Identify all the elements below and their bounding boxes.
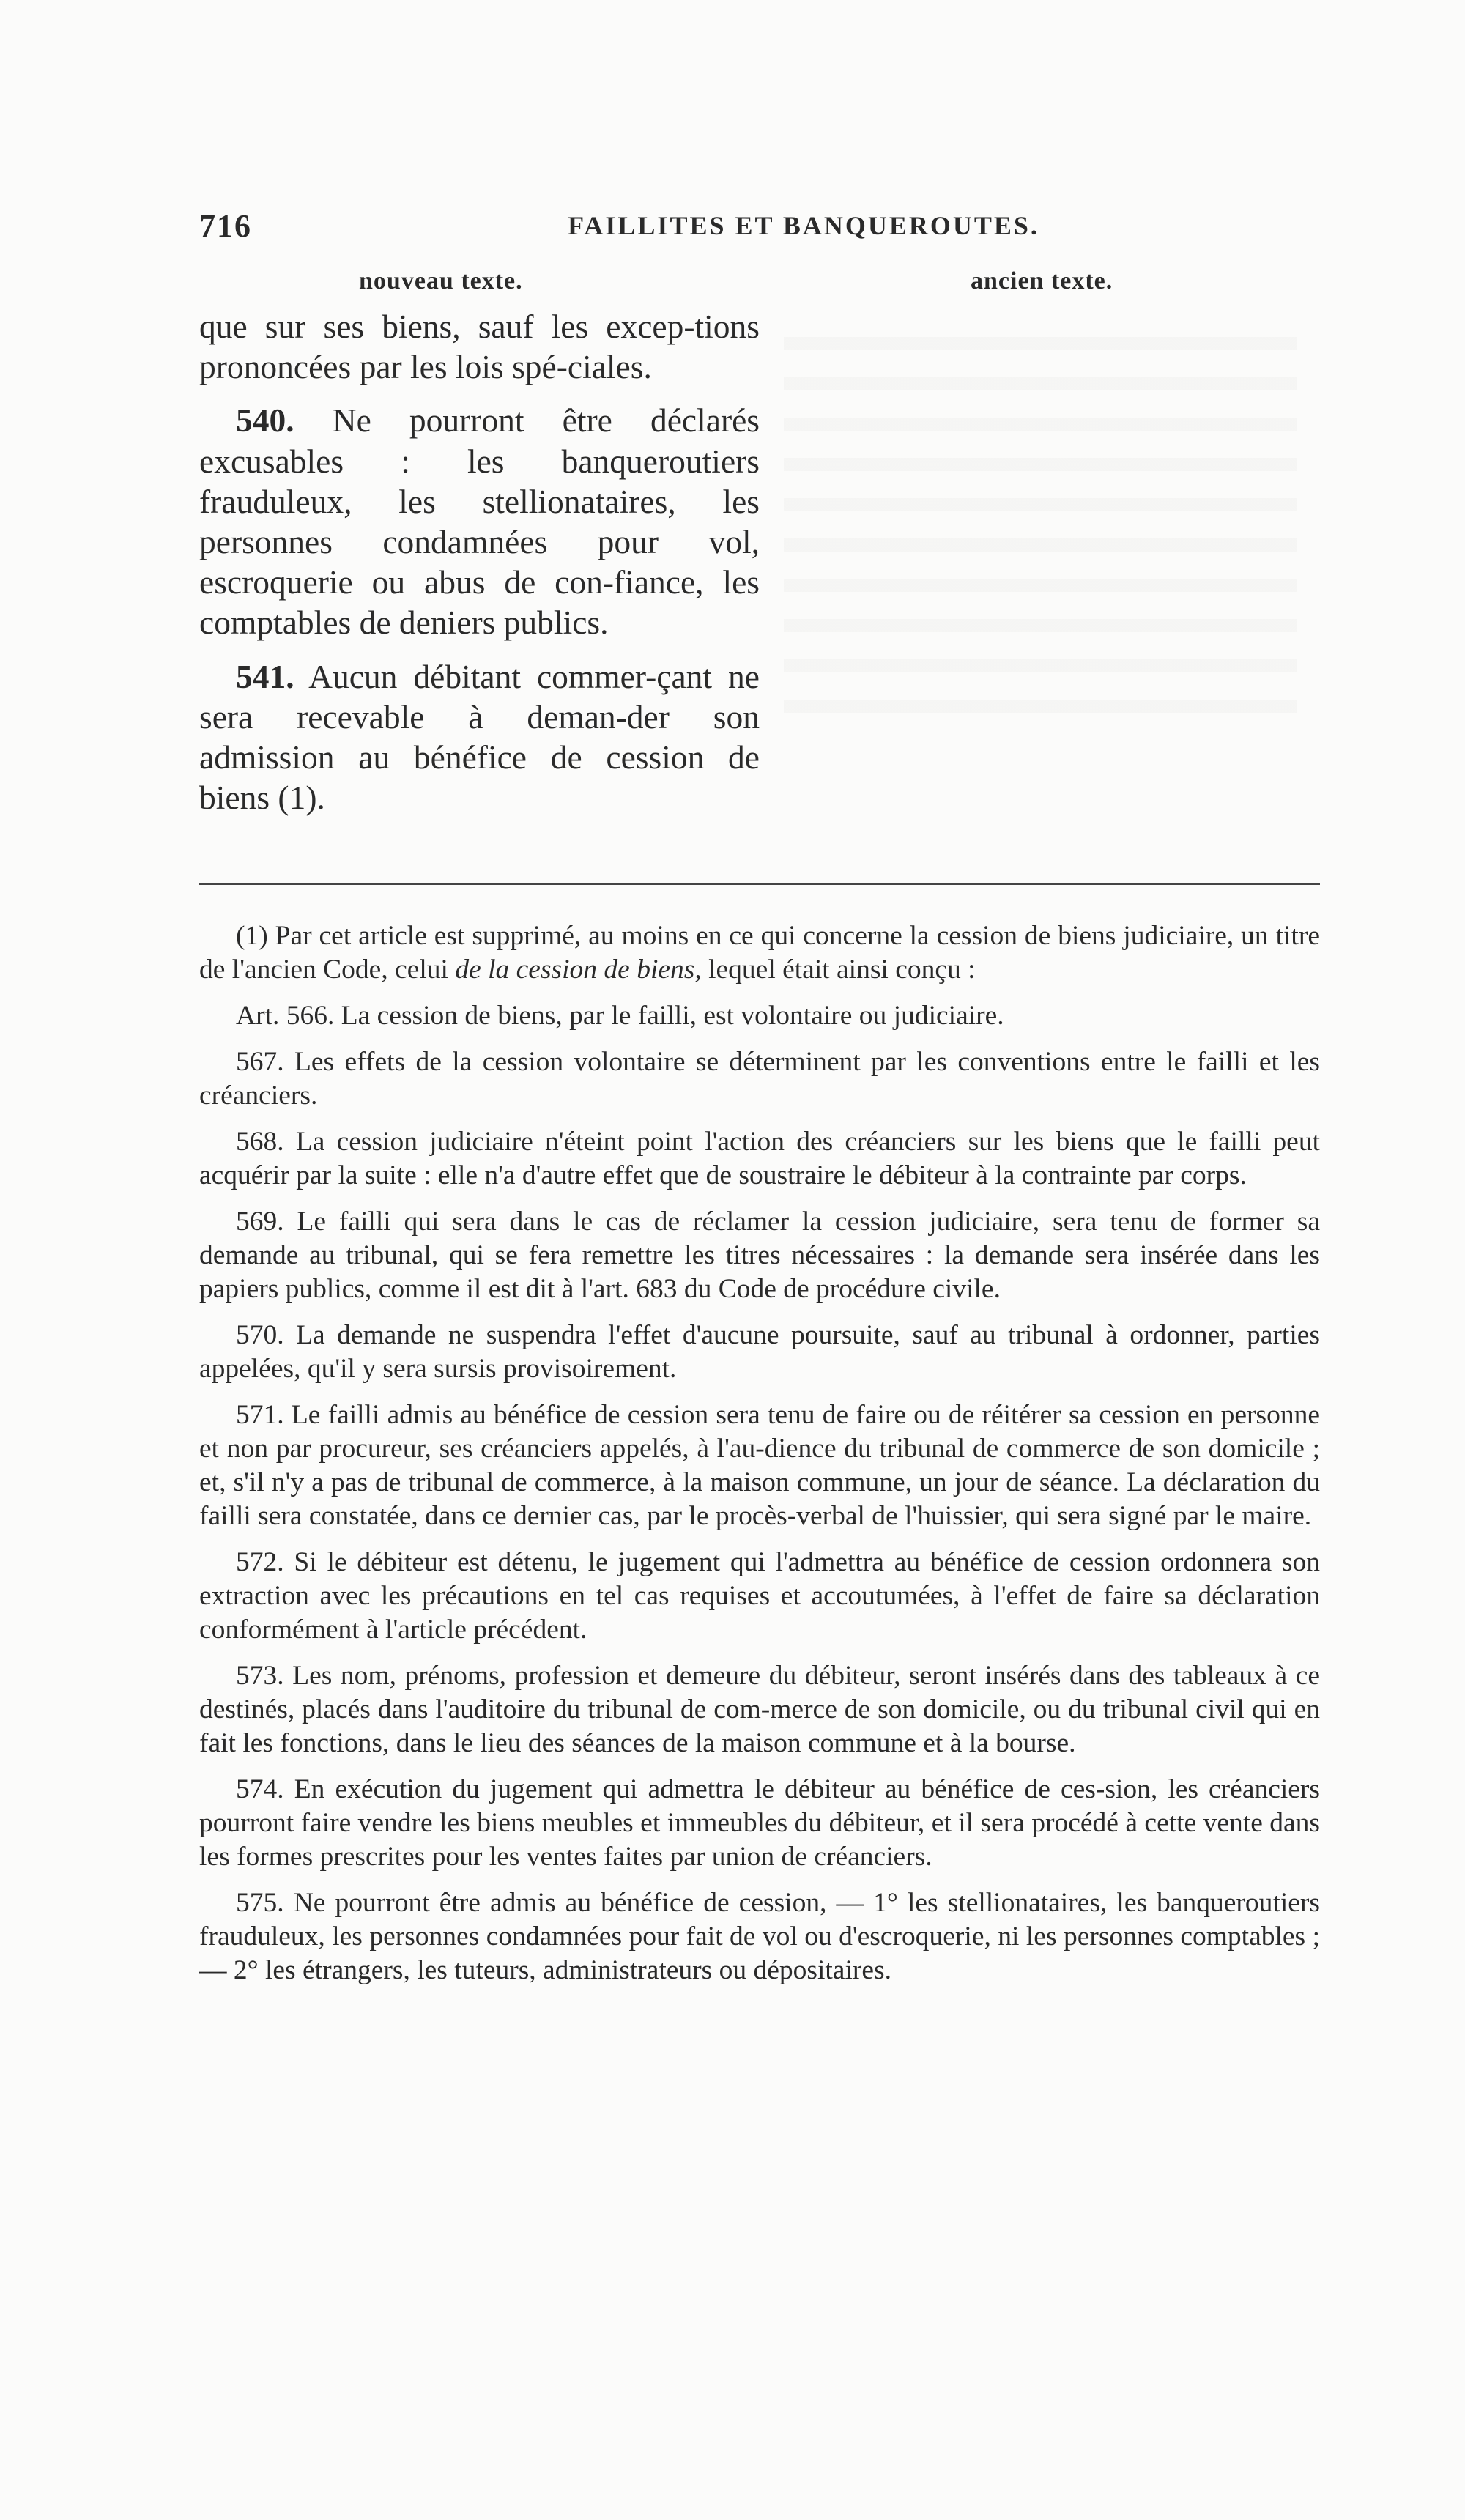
footnote-article: 570. La demande ne suspendra l'effet d'aucune poursuite, sauf au tribunal à ordonner, parties appelées, qu'il y sera sursis provisoirement. — [199, 1320, 1320, 1384]
running-title: FAILLITES ET BANQUEROUTES. — [568, 211, 1039, 240]
footnote-article: 569. Le failli qui sera dans le cas de réclamer la cession judiciaire, sera tenu de former sa demande au tribunal, qui se fera remettre les titres nécessaires : la demande sera insérée dans les papiers publics, comme il est dit à l'art. 683 du Code de procédure civile. — [199, 1207, 1320, 1304]
old-text-column-bleedthrough — [784, 315, 1297, 725]
article-541-number: 541. — [236, 657, 294, 695]
page-number: 716 — [199, 208, 252, 244]
article-540-number: 540. — [236, 401, 294, 440]
footnote-article: 575. Ne pourront être admis au bénéfice de cession, — 1° les stellionataires, les banqueroutiers frauduleux, les personnes condamnées pour fait de vol ou d'escroquerie, ni les personnes comptables ; — 2° les étrangers, les tuteurs, administrateurs ou dépositaires. — [199, 1888, 1320, 1985]
footnote-article: 567. Les effets de la cession volontaire se déterminent par les conventions entre le failli et les créanciers. — [199, 1047, 1320, 1111]
article-540 — [199, 400, 760, 642]
footnotes — [199, 919, 1320, 2000]
footnote-article: 571. Le failli admis au bénéfice de cession sera tenu de faire ou de réitérer sa cession en personne et non par procureur, ses créanciers appelés, à l'au-dience du tribunal de commerce de son domicile ; et, s'il n'y a pas de tribunal de commerce, à la maison commune, un jour de séance. La déclaration du failli sera constatée, dans ce dernier cas, par le procès-verbal de l'huissier, qui sera signé par le maire. — [199, 1400, 1320, 1531]
continuation-paragraph: que sur ses biens, sauf les excep-tions prononcées par les lois spé-ciales. — [199, 308, 760, 386]
new-text-column — [199, 306, 760, 831]
footnote-article: Art. 566. La cession de biens, par le failli, est volontaire ou judiciaire. — [236, 1001, 1004, 1031]
column-heading-new-text: nouveau texte. — [359, 267, 523, 294]
footnote-separator — [199, 883, 1320, 885]
page-header — [199, 207, 1320, 244]
column-heading-old-text: ancien texte. — [971, 267, 1113, 294]
article-540-text: Ne pourront être déclarés excusables : les banqueroutiers frauduleux, les stellionataires, les personnes condamnées pour vol, escroquerie ou abus de con-fiance, les comptables de deniers publics. — [199, 401, 760, 642]
footnote-article: 573. Les nom, prénoms, profession et demeure du débiteur, seront insérés dans des tableaux à ce destinés, placés dans l'auditoire du tribunal de com-merce de son domicile, ou du tribunal civil qui en fait les fonctions, dans le lieu des séances de la maison commune et à la bourse. — [199, 1661, 1320, 1758]
footnote-article: 568. La cession judiciaire n'éteint point l'action des créanciers sur les biens que le failli peut acquérir par la suite : elle n'a d'autre effet que de soustraire le débiteur à la contrainte par corps. — [199, 1127, 1320, 1190]
article-541-text: Aucun débitant commer-çant ne sera recevable à deman-der son admission au bénéfice de cession de biens (1). — [199, 657, 760, 817]
footnote-italic-title: de la cession de biens, — [455, 955, 702, 985]
footnote-article: 574. En exécution du jugement qui admettra le débiteur au bénéfice de ces-sion, les créanciers pourront faire vendre les biens meubles et immeubles du débiteur, et il sera procédé à cette vente dans les formes prescrites pour les ventes faites par union de créanciers. — [199, 1774, 1320, 1872]
footnote-article: 572. Si le débiteur est détenu, le jugement qui l'admettra au bénéfice de cession ordonnera son extraction avec les précautions en tel cas requises et accoutumées, à l'effet de faire sa déclaration conformément à l'article précédent. — [199, 1547, 1320, 1645]
footnote-intro: (1) Par cet article est supprimé, au moins en ce qui concerne la cession de biens judiciaire, un titre de l'ancien Code, celui de la cession de biens, lequel était ainsi conçu : — [199, 921, 1320, 985]
article-541 — [199, 656, 760, 818]
